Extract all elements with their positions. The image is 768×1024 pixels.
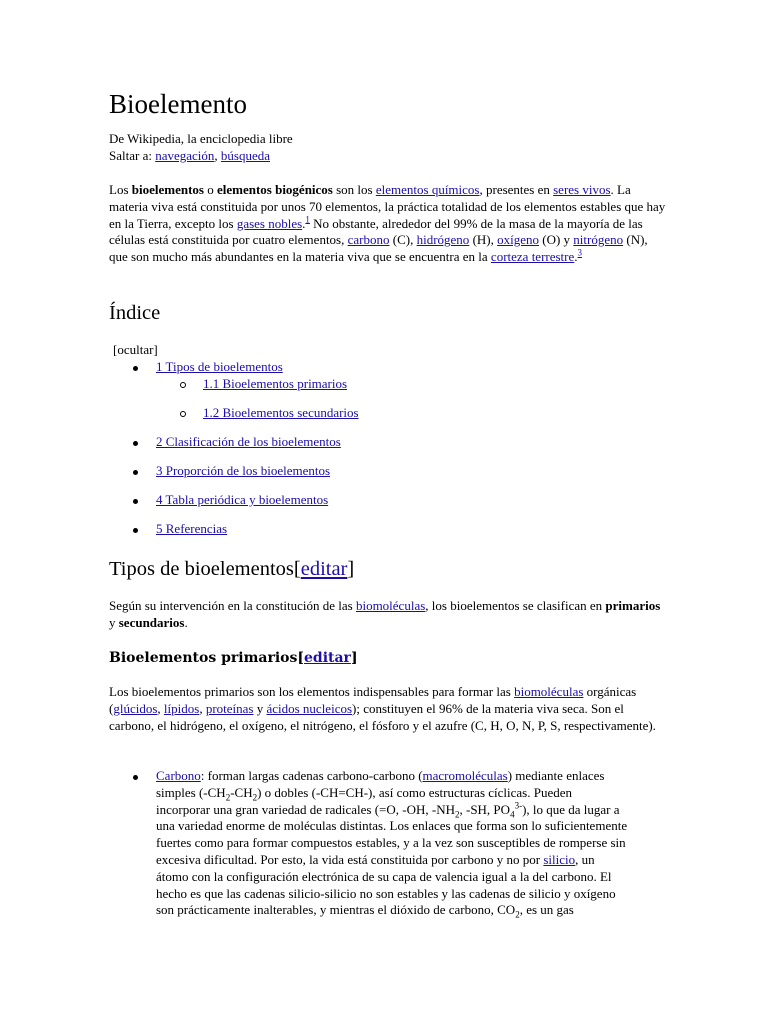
link-carbono-item[interactable]: Carbono xyxy=(156,768,201,783)
link-gases-nobles[interactable]: gases nobles xyxy=(236,215,303,231)
toc-bullet xyxy=(133,441,138,446)
link-biomoleculas[interactable]: biomoléculas xyxy=(514,684,584,699)
link-seres-vivos[interactable]: seres vivos xyxy=(553,182,611,197)
wiki-tagline: De Wikipedia, la enciclopedia libre xyxy=(109,131,293,146)
toc-toggle[interactable]: [ocultar] xyxy=(113,342,158,357)
link-elementos-quimicos[interactable]: elementos químicos xyxy=(375,182,480,197)
page-title: Bioelemento xyxy=(109,89,247,119)
link-silicio[interactable]: silicio xyxy=(543,851,576,867)
section-heading-tipos: Tipos de bioelementos[editar] xyxy=(109,558,355,580)
toc-bullet xyxy=(133,366,138,371)
link-proteinas[interactable]: proteínas xyxy=(205,700,254,716)
link-biomoleculas[interactable]: biomoléculas xyxy=(355,598,426,613)
link-acidos-nucleicos[interactable]: ácidos nucleicos xyxy=(266,700,353,716)
toc-bullet xyxy=(133,470,138,475)
toc-item-5[interactable]: 5 Referencias xyxy=(156,521,228,536)
toc-subbullet xyxy=(180,382,186,388)
carbono-list-item: Carbono: forman largas cadenas carbono-carbono (macromoléculas) mediante enlaces simples $(-CH_2-CH_2)$ o dobles (-CH=CH-), así como estructuras cíclicas. Pueden incorporar una gran variedad de radicales (=O, -OH, $-NH_2$, -SH, $PO_4^{3-}$), lo que da lugar a una variedad enorme de moléculas distintas. Los enlaces que forma son lo suficientemente fuertes como para formar compuestos estables, y a la vez son susceptibles de romperse sin excesiva dificultad. Por esto, la vida está constituida por carbono y no por silicio, un átomo con la configuración electrónica de su capa de valencia igual a la del carbono. El hecho es que las cadenas silicio-silicio no son estables y las cadenas de silicio y oxígeno son prácticamente inalterables, y mientras el dióxido de carbono, $CO_2$, es un gas xyxy=(156,768,628,920)
link-corteza-terrestre[interactable]: corteza terrestre xyxy=(490,249,575,265)
toc-item-2[interactable]: 2 Clasificación de los bioelementos xyxy=(156,434,341,449)
link-macromoleculas[interactable]: macromoléculas xyxy=(422,768,508,783)
toc-item-1[interactable]: 1 Tipos de bioelementos xyxy=(156,359,283,374)
reference-1[interactable]: 1 xyxy=(305,214,310,225)
list-bullet xyxy=(133,775,138,780)
search-link[interactable]: búsqueda xyxy=(220,147,271,163)
link-oxigeno[interactable]: oxígeno xyxy=(497,232,539,248)
subsection-heading-primarios: Bioelementos primarios[editar] xyxy=(109,650,358,666)
edit-link[interactable]: editar xyxy=(300,558,348,580)
edit-link[interactable]: editar xyxy=(304,650,351,666)
link-lipidos[interactable]: lípidos xyxy=(163,700,200,716)
link-glucidos[interactable]: glúcidos xyxy=(113,700,158,716)
navigation-link[interactable]: navegación xyxy=(155,147,215,163)
toc-item-4[interactable]: 4 Tabla periódica y bioelementos xyxy=(156,492,329,507)
jump-links: Saltar a: navegación, búsqueda xyxy=(109,147,271,163)
toc-item-1-2[interactable]: 1.2 Bioelementos secundarios xyxy=(203,405,359,420)
toc-bullet xyxy=(133,499,138,504)
reference-3[interactable]: 3 xyxy=(577,247,583,258)
primarios-paragraph: Los bioelementos primarios son los elementos indispensables para formar las biomoléculas orgánicas (glúcidos, lípidos, proteínas y ácidos nucleicos); constituyen el 96% de la materia viva seca. Son el carbono, el hidrógeno, el oxígeno, el nitrógeno, el fósforo y el azufre (C, H, O, N, P, S, respectivamente). xyxy=(109,684,656,733)
toc-item-1-1[interactable]: 1.1 Bioelementos primarios xyxy=(203,376,348,391)
toc-subbullet xyxy=(180,411,186,417)
toc-bullet xyxy=(133,528,138,533)
toc-item-3[interactable]: 3 Proporción de los bioelementos xyxy=(156,463,331,478)
section-paragraph: Según su intervención en la constitución de las biomoléculas, los bioelementos se clasifican en primarios y secundarios. xyxy=(109,598,661,630)
link-nitrogeno[interactable]: nitrógeno xyxy=(573,232,624,248)
index-heading: Índice xyxy=(109,302,161,324)
subtitle-block xyxy=(109,131,293,165)
link-carbono[interactable]: carbono xyxy=(347,232,390,248)
intro-paragraph: Los bioelementos o elementos biogénicos son los elementos químicos, presentes en seres vivos. La materia viva está constituida por unos 70 elementos, la práctica totalidad de los elementos estables que hay en la Tierra, excepto los gases nobles.$^1$ No obstante, alrededor del 99% de la masa de la mayoría de las células está constituida por cuatro elementos, carbono (C), hidrógeno (H), oxígeno (O) y nitrógeno (N), que son mucho más abundantes en la materia viva que se encuentra en la corteza terrestre.$^3$ xyxy=(109,182,666,265)
link-hidrogeno[interactable]: hidrógeno xyxy=(416,232,470,248)
